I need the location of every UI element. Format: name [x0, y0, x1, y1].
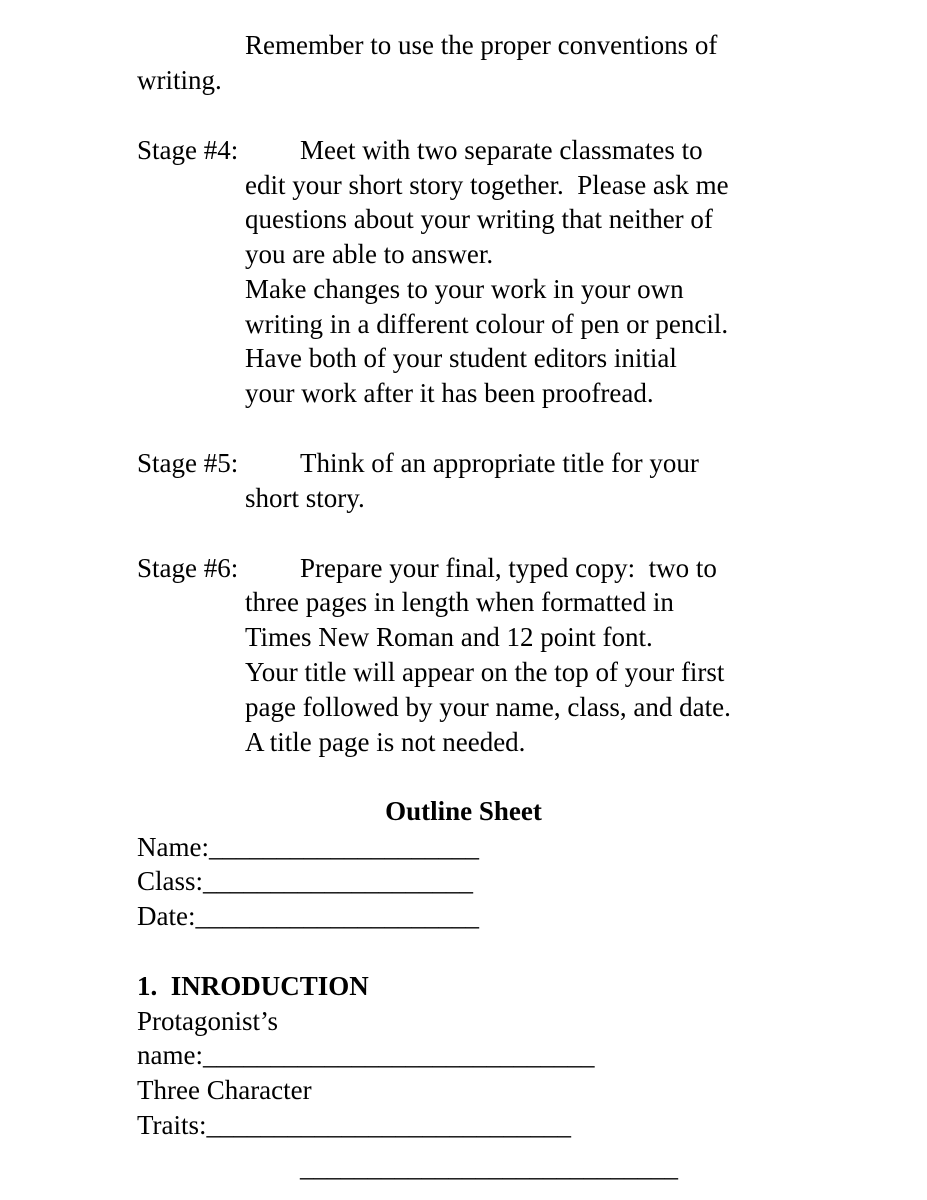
stage4-line-2: edit your short story together. Please ask me [245, 170, 729, 200]
stage6-line-4: Your title will appear on the top of your first [245, 657, 725, 687]
protagonist-name-field: name:_____________________________ [137, 1040, 595, 1070]
introduction-heading: 1. INRODUCTION [137, 971, 369, 1001]
intro-line-1: Remember to use the proper conventions of [245, 30, 718, 60]
stage5-line-2: short story. [245, 483, 365, 513]
stage6-line-3: Times New Roman and 12 point font. [245, 622, 653, 652]
stage6-line-6: A title page is not needed. [245, 727, 526, 757]
stage4-label: Stage #4: [137, 135, 239, 165]
stage4-line-5: Make changes to your work in your own [245, 274, 684, 304]
name-field: Name:____________________ [137, 832, 479, 862]
stage5-line-1: Think of an appropriate title for your [300, 448, 699, 478]
stage4-line-4: you are able to answer. [245, 239, 494, 269]
stage6-line-2: three pages in length when formatted in [245, 587, 674, 617]
traits-field: Traits:___________________________ [137, 1110, 572, 1140]
stage6-line-1: Prepare your final, typed copy: two to [300, 553, 717, 583]
intro-line-2: writing. [137, 65, 222, 95]
outline-sheet-title: Outline Sheet [385, 796, 542, 826]
class-field: Class:____________________ [137, 866, 474, 896]
stage4-line-6: writing in a different colour of pen or pencil. [245, 309, 729, 339]
stage4-line-1: Meet with two separate classmates to [300, 135, 703, 165]
stage4-line-8: your work after it has been proofread. [245, 378, 654, 408]
stage6-label: Stage #6: [137, 553, 239, 583]
stage6-line-5: page followed by your name, class, and date. [245, 692, 731, 722]
stage4-line-3: questions about your writing that neither of [245, 204, 713, 234]
date-field: Date:_____________________ [137, 901, 479, 931]
traits-label: Three Character [137, 1075, 312, 1105]
stage4-line-7: Have both of your student editors initial [245, 343, 677, 373]
traits-extra-line: ____________________________ [300, 1152, 678, 1182]
protagonist-label: Protagonist’s [137, 1006, 279, 1036]
stage5-label: Stage #5: [137, 448, 239, 478]
